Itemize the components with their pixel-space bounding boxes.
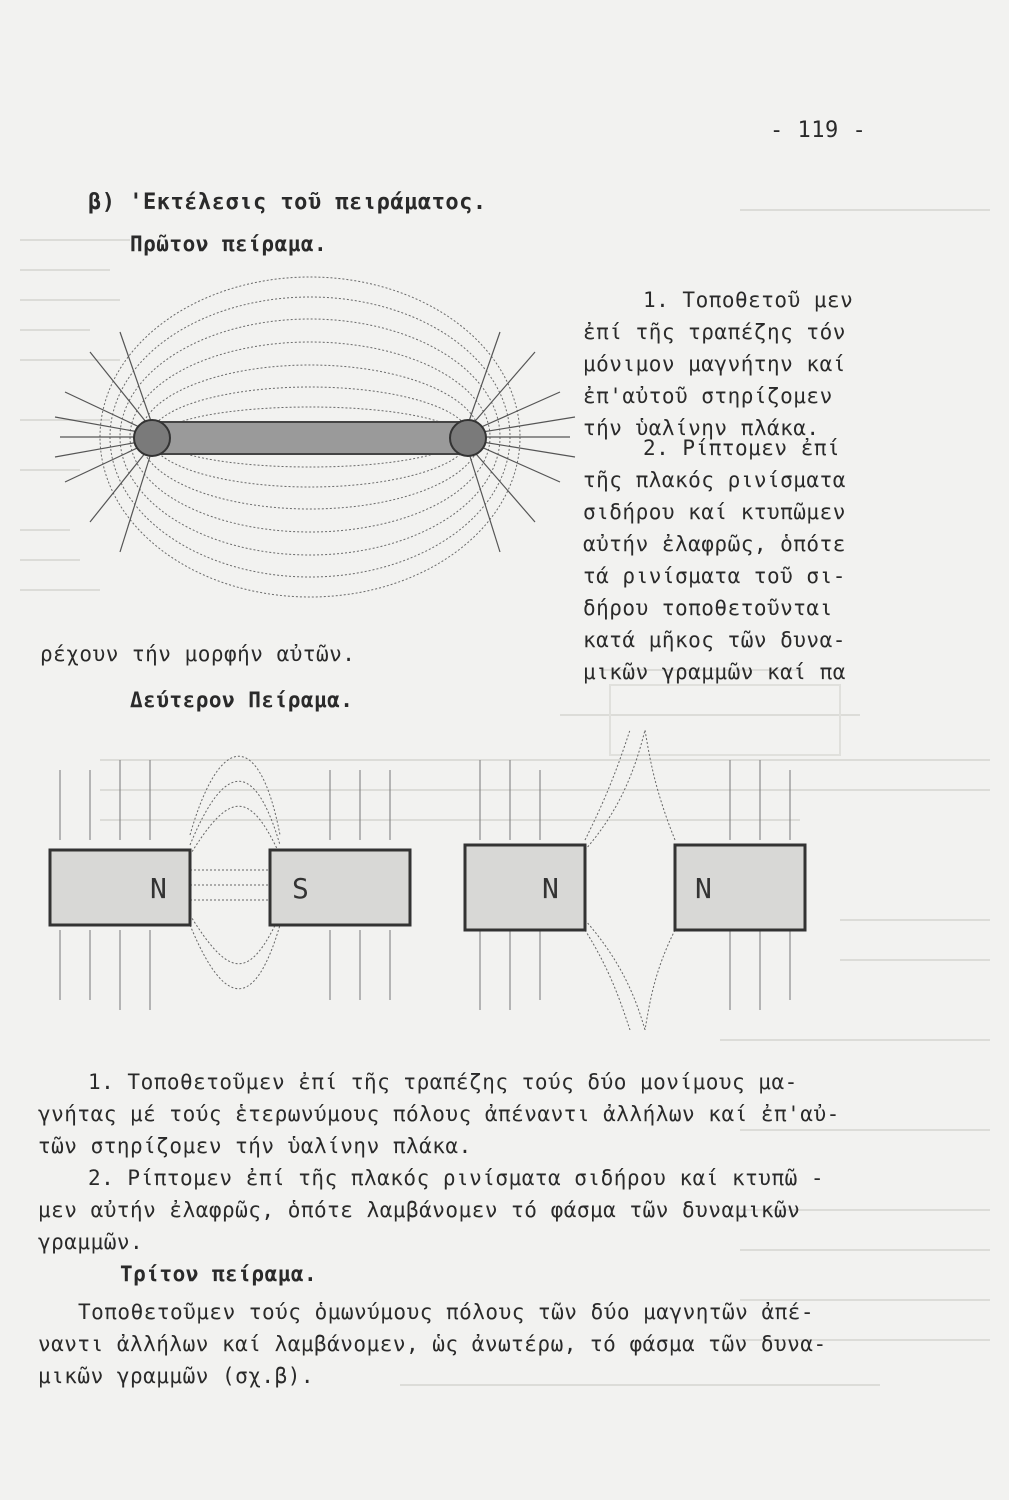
text-line: ἐπ'αὐτοῦ στηρίζομεν — [583, 384, 833, 408]
pole-label: N — [542, 872, 559, 905]
text-line: 1. Τοποθετοῦ μεν — [643, 288, 854, 312]
text-line: ναντι ἀλλήλων καί λαμβάνομεν, ὡς ἀνωτέρω, τό φάσμα τῶν δυνα- — [38, 1332, 827, 1356]
like-poles-filings-figure — [460, 730, 850, 1030]
text-line: τῶν στηρίζομεν τήν ὑαλίνην πλάκα. — [38, 1134, 472, 1158]
experiment3-para-cont — [38, 1328, 827, 1392]
section-heading: β) 'Εκτέλεσις τοῦ πειράματος. — [88, 190, 487, 215]
experiment1-continuation: ρέχουν τήν μορφήν αὐτῶν. — [40, 642, 356, 666]
experiment1-step2 — [583, 432, 846, 688]
pole-label: N — [695, 872, 712, 905]
text-line: μικῶν γραμμῶν καί πα — [583, 660, 846, 684]
text-line: ἐπί τῆς τραπέζης τόν — [583, 320, 846, 344]
experiment2-para1-cont — [38, 1098, 840, 1162]
experiment2-para2 — [88, 1162, 824, 1194]
experiment2-para1 — [88, 1066, 798, 1098]
experiment2-para2-cont — [38, 1194, 800, 1258]
experiment1-step1 — [583, 284, 853, 444]
text-line: μικῶν γραμμῶν (σχ.β). — [38, 1364, 315, 1388]
experiment2-title: Δεύτερον Πείραμα. — [130, 688, 354, 712]
text-line: 2. Ρίπτομεν ἐπί — [643, 436, 841, 460]
text-line: σιδήρου καί κτυπῶμεν — [583, 500, 846, 524]
text-line: κατά μῆκος τῶν δυνα- — [583, 628, 846, 652]
experiment3-title: Τρίτον πείραμα. — [120, 1262, 318, 1286]
pole-label: S — [292, 872, 309, 905]
text-line: γνήτας μέ τούς ἑτερωνύμους πόλους ἀπέναντι ἀλλήλων καί ἐπ'αὐ- — [38, 1102, 840, 1126]
pole-label: N — [150, 872, 167, 905]
text-line: Τοποθετοῦμεν τούς ὁμωνύμους πόλους τῶν δύο μαγνητῶν ἀπέ- — [78, 1300, 815, 1324]
text-line: αὐτήν ἐλαφρῶς, ὁπότε — [583, 532, 846, 556]
experiment3-para — [78, 1296, 814, 1328]
text-line: γραμμῶν. — [38, 1230, 144, 1254]
text-line: δήρου τοποθετοῦνται — [583, 596, 833, 620]
text-line: τά ρινίσματα τοῦ σι- — [583, 564, 846, 588]
page-number: - 119 - — [770, 118, 867, 143]
text-line: μεν αὐτήν ἐλαφρῶς, ὁπότε λαμβάνομεν τό φάσμα τῶν δυναμικῶν — [38, 1198, 801, 1222]
text-line: τῆς πλακός ρινίσματα — [583, 468, 846, 492]
text-line: 1. Τοποθετοῦμεν ἐπί τῆς τραπέζης τούς δύο μονίμους μα- — [88, 1070, 798, 1094]
experiment1-title: Πρῶτον πείραμα. — [130, 232, 328, 256]
unlike-poles-filings-figure — [30, 730, 430, 1030]
bar-magnet-filings-figure — [40, 262, 600, 622]
text-line: 2. Ρίπτομεν ἐπί τῆς πλακός ρινίσματα σιδήρου καί κτυπῶ - — [88, 1166, 825, 1190]
text-line: τήν ὑαλίνην πλάκα. — [583, 416, 820, 440]
text-line: μόνιμον μαγνήτην καί — [583, 352, 846, 376]
